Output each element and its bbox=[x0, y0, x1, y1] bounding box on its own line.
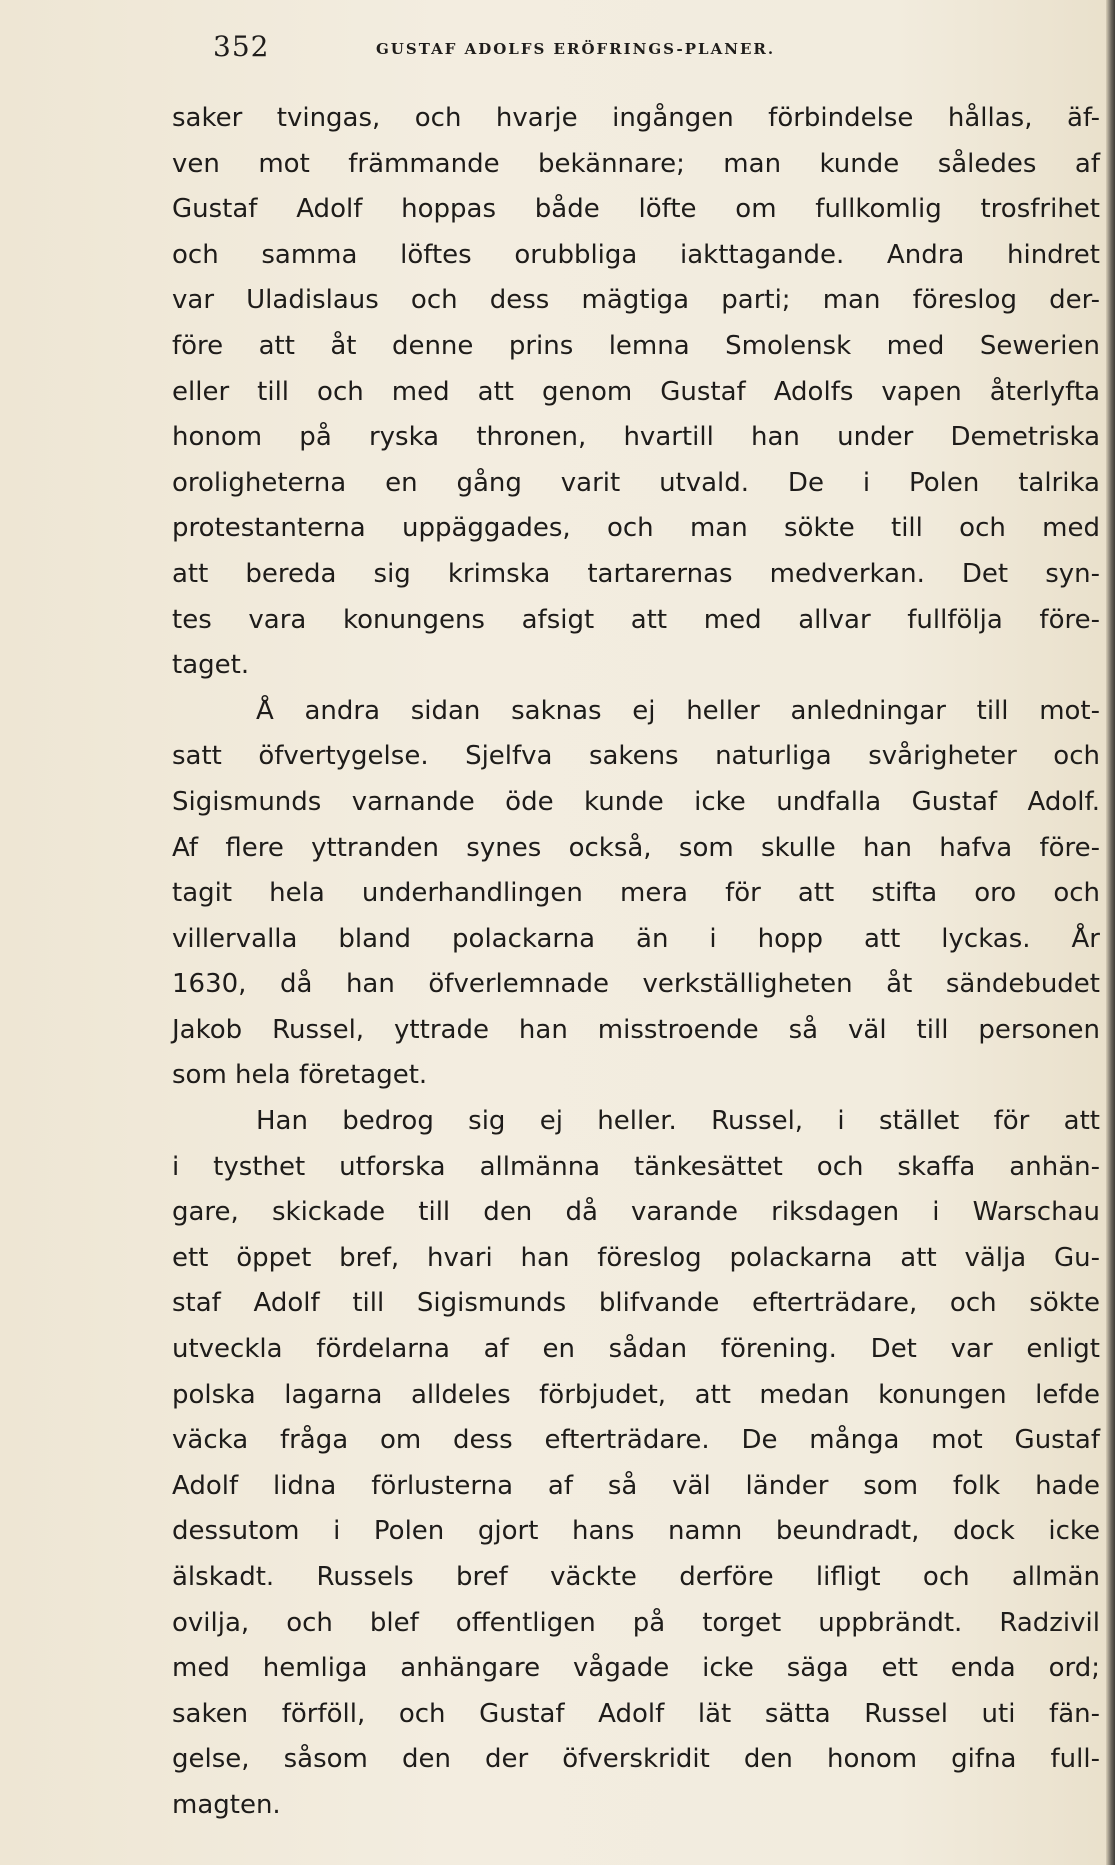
paragraph bbox=[172, 689, 1100, 1099]
page-edge bbox=[1106, 0, 1115, 1865]
text-line: ven mot främmande bekännare; man kunde således af bbox=[172, 148, 1100, 179]
text-line: polska lagarna alldeles förbjudet, att medan konungen lefde bbox=[172, 1379, 1100, 1410]
text-line: som hela företaget. bbox=[172, 1060, 428, 1091]
text-line: villervalla bland polackarna än i hopp att lyckas. År bbox=[172, 923, 1100, 954]
page-number: 352 bbox=[213, 30, 270, 63]
paragraph bbox=[172, 96, 1100, 689]
text-line: 1630, då han öfverlemnade verkställigheten åt sändebudet bbox=[172, 969, 1100, 1000]
text-line: Adolf lidna förlusterna af så väl länder som folk hade bbox=[172, 1470, 1100, 1501]
text-line: magten. bbox=[172, 1789, 281, 1820]
text-line: och samma löftes orubbliga iakttagande. Andra hindret bbox=[172, 239, 1100, 270]
text-line: eller till och med att genom Gustaf Adolfs vapen återlyfta bbox=[172, 376, 1100, 407]
text-line: utveckla fördelarna af en sådan förening. Det var enligt bbox=[172, 1334, 1100, 1365]
text-line: var Uladislaus och dess mägtiga parti; man föreslog der- bbox=[172, 285, 1100, 316]
text-line: honom på ryska thronen, hvartill han under Demetriska bbox=[172, 422, 1100, 453]
text-line: ett öppet bref, hvari han föreslog polackarna att välja Gu- bbox=[172, 1242, 1100, 1273]
text-line: i tysthet utforska allmänna tänkesättet och skaffa anhän- bbox=[172, 1151, 1100, 1182]
text-line: Jakob Russel, yttrade han misstroende så väl till personen bbox=[172, 1014, 1100, 1045]
text-line: taget. bbox=[172, 650, 250, 681]
text-line: dessutom i Polen gjort hans namn beundradt, dock icke bbox=[172, 1516, 1100, 1547]
text-line: Gustaf Adolf hoppas både löfte om fullkomlig trosfrihet bbox=[172, 194, 1100, 225]
text-line: med hemliga anhängare vågade icke säga ett enda ord; bbox=[172, 1653, 1100, 1684]
text-line: saken förföll, och Gustaf Adolf lät sätta Russel uti fän- bbox=[172, 1698, 1100, 1729]
paragraph bbox=[172, 1099, 1100, 1829]
running-title: GUSTAF ADOLFS ERÖFRINGS-PLANER. bbox=[376, 40, 776, 58]
text-line: tes vara konungens afsigt att med allvar fullfölja före- bbox=[172, 604, 1100, 635]
text-line: Han bedrog sig ej heller. Russel, i stället för att bbox=[256, 1106, 1100, 1137]
page-header bbox=[213, 30, 913, 70]
text-line: Sigismunds varnande öde kunde icke undfalla Gustaf Adolf. bbox=[172, 786, 1100, 817]
text-line: väcka fråga om dess efterträdare. De många mot Gustaf bbox=[172, 1425, 1100, 1456]
text-line: gelse, såsom den der öfverskridit den honom gifna full- bbox=[172, 1744, 1100, 1775]
text-line: att bereda sig krimska tartarernas medverkan. Det syn- bbox=[172, 558, 1100, 589]
text-line: staf Adolf till Sigismunds blifvande efterträdare, och sökte bbox=[172, 1288, 1100, 1319]
text-line: gare, skickade till den då varande riksdagen i Warschau bbox=[172, 1197, 1100, 1228]
text-line: satt öfvertygelse. Sjelfva sakens naturliga svårigheter och bbox=[172, 741, 1100, 772]
text-line: oroligheterna en gång varit utvald. De i Polen talrika bbox=[172, 467, 1100, 498]
text-line: protestanterna uppäggades, och man sökte till och med bbox=[172, 513, 1100, 544]
text-line: älskadt. Russels bref väckte derföre lifligt och allmän bbox=[172, 1562, 1100, 1592]
text-line: saker tvingas, och hvarje ingången förbindelse hållas, äf- bbox=[172, 103, 1100, 133]
text-line: Å andra sidan saknas ej heller anledningar till mot- bbox=[256, 695, 1100, 726]
body-text bbox=[172, 96, 1100, 1829]
text-line: före att åt denne prins lemna Smolensk med Sewerien bbox=[172, 330, 1100, 361]
text-line: tagit hela underhandlingen mera för att stifta oro och bbox=[172, 878, 1100, 909]
text-line: ovilja, och blef offentligen på torget uppbrändt. Radzivil bbox=[172, 1607, 1100, 1638]
text-line: Af flere yttranden synes också, som skulle han hafva före- bbox=[172, 832, 1100, 863]
